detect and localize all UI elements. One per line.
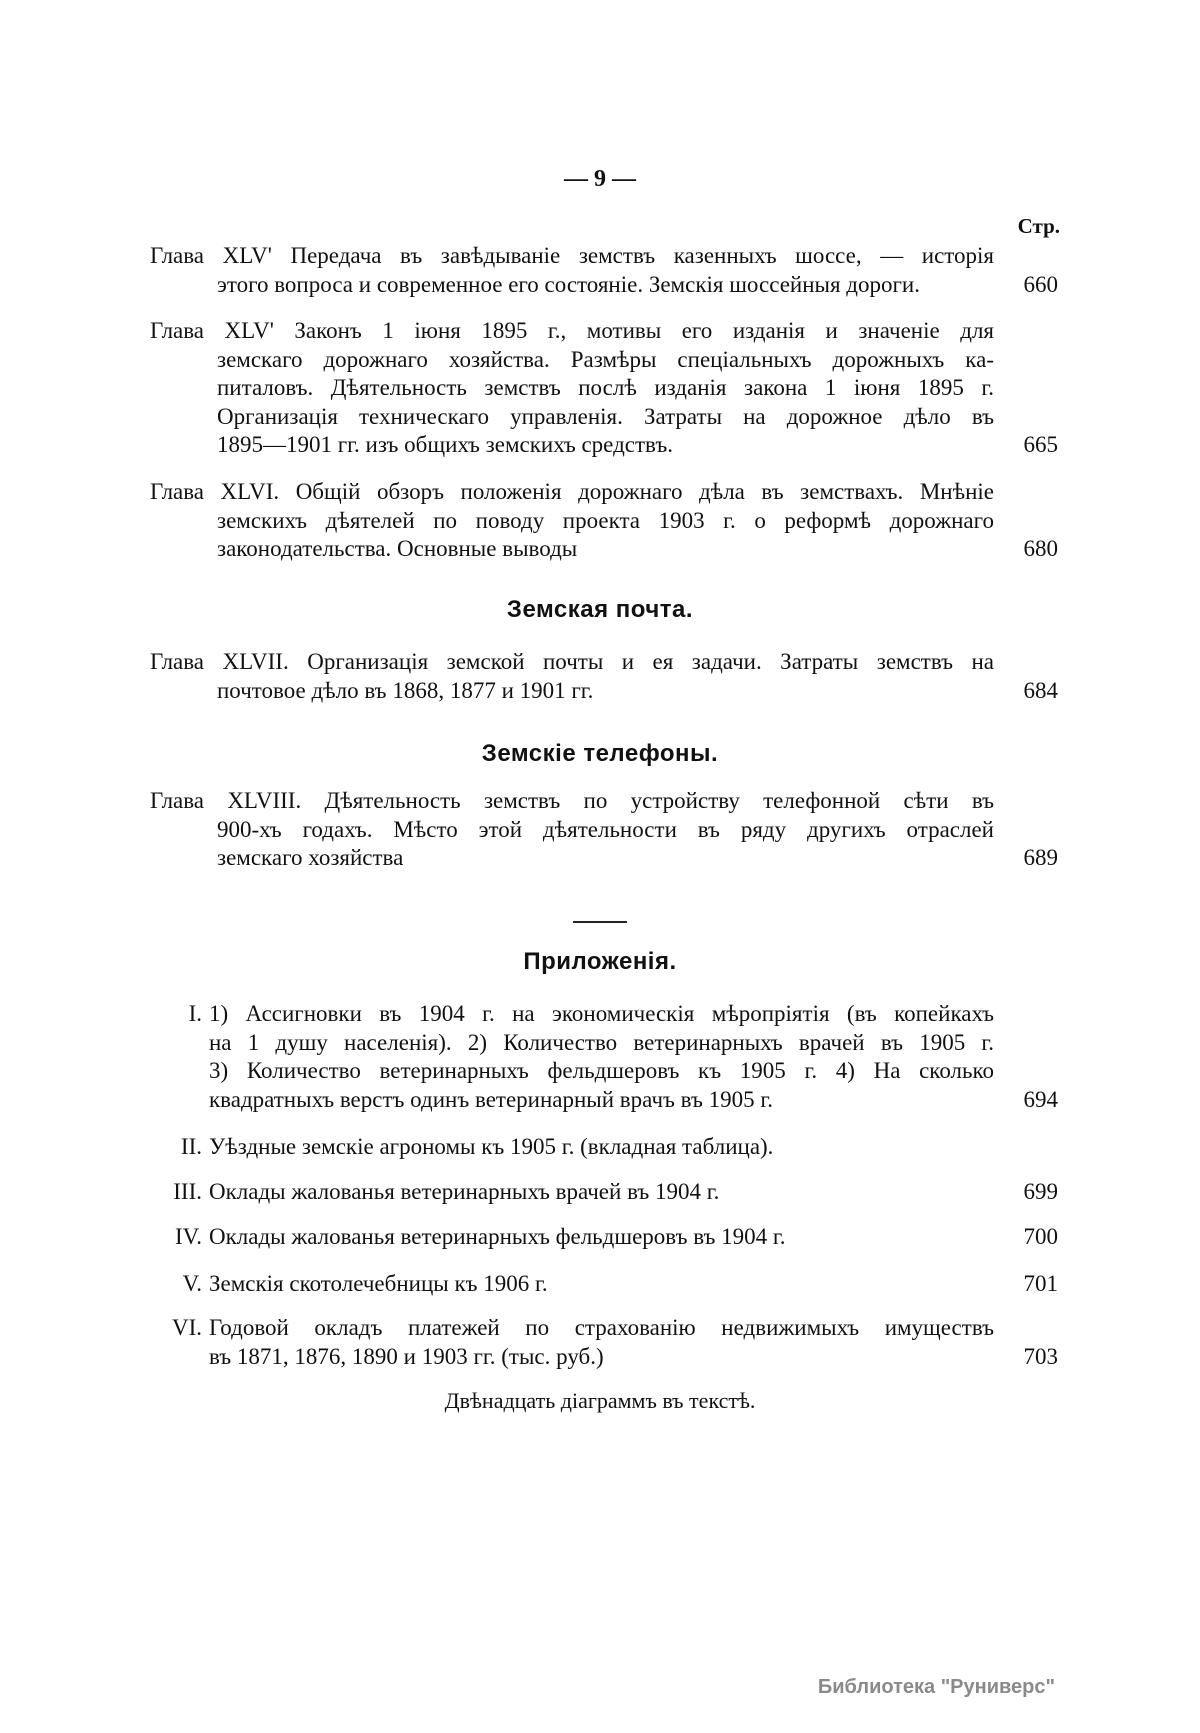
- entry-line: [150, 648, 994, 676]
- appendix-number: VI.: [171, 1315, 202, 1340]
- appendix-number: III.: [173, 1179, 202, 1204]
- entry-line: законодательства. Основные выводы: [217, 536, 578, 562]
- section-heading-zemstvo-post: Земская почта.: [506, 596, 694, 623]
- entry-line: [150, 478, 994, 506]
- page-ref: 684: [1023, 677, 1058, 703]
- appendix-number: IV.: [174, 1224, 202, 1249]
- entry-text: Законъ 1 іюня 1895 г., мотивы его изданія и значеніе для: [294, 318, 994, 343]
- appendix-number: V.: [182, 1271, 202, 1296]
- divider-rule: [573, 921, 627, 923]
- entry-text: Общій обзоръ положенія дорожнаго дѣла въ земствахъ. Мнѣніе: [295, 479, 994, 504]
- entry-line: Уѣздные земскіе агрономы къ 1905 г. (вкладная таблица).: [209, 1134, 774, 1159]
- page-ref: 660: [1023, 271, 1058, 297]
- entry-line: земскихъ дѣятелей по поводу проекта 1903 г. о реформѣ дорожнаго: [217, 507, 994, 533]
- section-heading-zemstvo-telephones: Земскіе телефоны.: [481, 740, 719, 767]
- footer-note: Двѣнадцать діаграммъ въ текстѣ.: [444, 1388, 756, 1413]
- entry-line: [150, 787, 994, 815]
- page-ref: 703: [1023, 1343, 1058, 1369]
- entry-line: Организація техническаго управленія. Затраты на дорожное дѣло въ: [217, 403, 994, 429]
- library-watermark: Библиотека "Руниверс": [817, 1676, 1055, 1698]
- page-ref: 665: [1023, 432, 1058, 458]
- page-ref: 689: [1023, 845, 1058, 871]
- page-ref: 699: [1023, 1179, 1058, 1204]
- page-ref: 700: [1023, 1224, 1058, 1249]
- chapter-label: Глава XLV': [150, 243, 272, 268]
- entry-line: 1) Ассигновки въ 1904 г. на экономическія мѣропріятія (въ копейкахъ: [209, 1001, 994, 1026]
- appendix-number: I.: [188, 1001, 202, 1026]
- entry-line: 3) Количество ветеринарныхъ фельдшеровъ къ 1905 г. 4) На сколько: [209, 1058, 994, 1084]
- entry-line: Земскія скотолечебницы къ 1906 г.: [209, 1271, 548, 1296]
- page-column-label: Стр.: [1017, 214, 1060, 238]
- page-number: — 9 —: [564, 166, 636, 192]
- entry-line: 900-хъ годахъ. Мѣсто этой дѣятельности въ ряду другихъ отраслей: [217, 816, 994, 842]
- entry-line: [150, 317, 994, 345]
- page-ref: 680: [1023, 536, 1058, 562]
- section-heading-appendices: Приложенія.: [523, 948, 677, 975]
- chapter-label: Глава XLVIII.: [150, 788, 302, 813]
- entry-line: Оклады жалованья ветеринарныхъ врачей въ 1904 г.: [209, 1179, 720, 1204]
- chapter-label: Глава XLVII.: [150, 649, 289, 674]
- entry-text: Передача въ завѣдываніе земствъ казенныхъ шоссе, — исторія: [290, 243, 995, 268]
- appendix-number: II.: [180, 1134, 202, 1159]
- entry-text: Дѣятельность земствъ по устройству телефонной сѣти въ: [324, 788, 995, 813]
- chapter-label: Глава XLV': [150, 318, 274, 343]
- entry-line: этого вопроса и современное его состояніе. Земскія шоссейныя дороги.: [217, 271, 920, 297]
- chapter-label: Глава XLVI.: [150, 479, 280, 504]
- entry-line: Оклады жалованья ветеринарныхъ фельдшеровъ въ 1904 г.: [209, 1224, 786, 1249]
- entry-line: питаловъ. Дѣятельность земствъ послѣ изданія закона 1 іюня 1895 г.: [217, 375, 994, 401]
- entry-line: квадратныхъ верстъ одинъ ветеринарный врачъ въ 1905 г.: [209, 1086, 773, 1112]
- entry-line: земскаго дорожнаго хозяйства. Размѣры спеціальныхъ дорожныхъ ка-: [217, 346, 994, 372]
- page-ref: 694: [1023, 1086, 1058, 1112]
- page-ref: 701: [1023, 1271, 1058, 1296]
- entry-line: земскаго хозяйства: [217, 845, 404, 871]
- entry-line: [150, 242, 994, 270]
- entry-line: 1895—1901 гг. изъ общихъ земскихъ средствъ.: [217, 432, 673, 458]
- entry-line: Годовой окладъ платежей по страхованію недвижимыхъ имуществъ: [209, 1315, 994, 1340]
- entry-line: почтовое дѣло въ 1868, 1877 и 1901 гг.: [217, 677, 594, 703]
- entry-line: въ 1871, 1876, 1890 и 1903 гг. (тыс. руб.): [209, 1343, 604, 1369]
- entry-text: Организація земской почты и ея задачи. Затраты земствъ на: [307, 649, 995, 674]
- entry-line: на 1 душу населенія). 2) Количество ветеринарныхъ врачей въ 1905 г.: [209, 1029, 994, 1055]
